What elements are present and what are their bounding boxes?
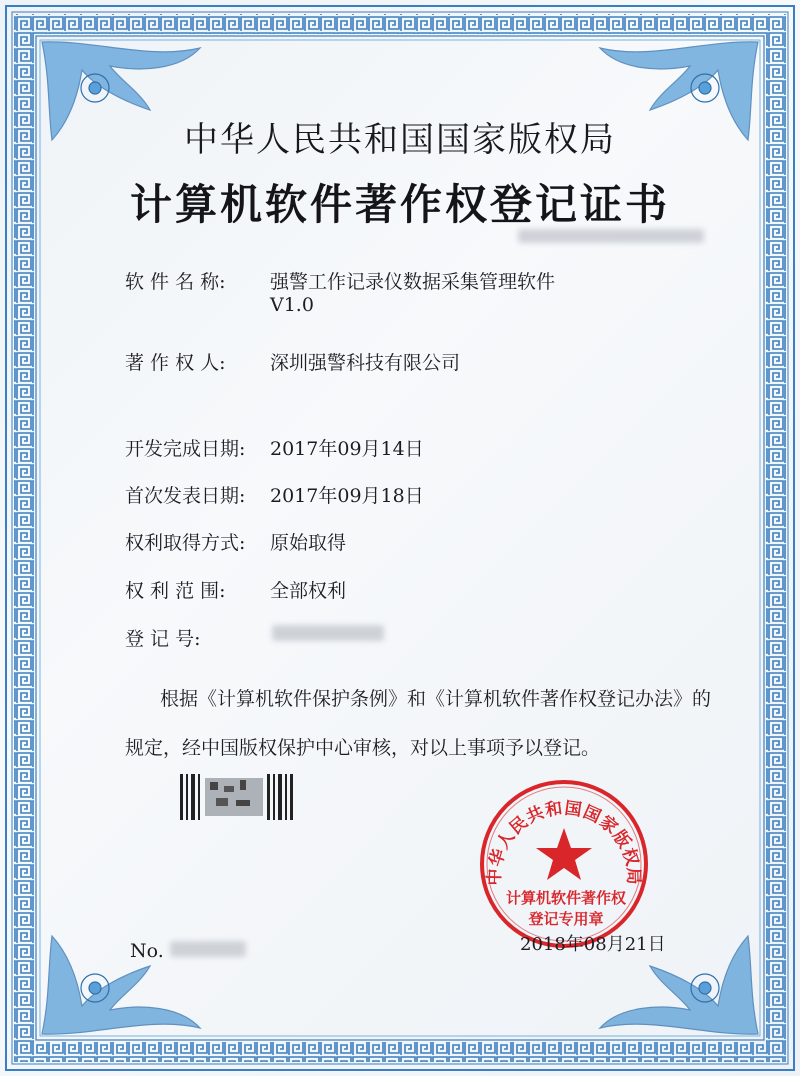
publication-date-value: 2017年09月18日: [270, 485, 424, 507]
barcode: [180, 774, 298, 820]
acquisition-method-value: 原始取得: [270, 532, 347, 554]
field-registration-number: [125, 624, 270, 651]
field-label: 权利取得方式:: [125, 532, 246, 554]
statement-line-1: 根据《计算机软件保护条例》和《计算机软件著作权登记办法》的: [160, 688, 712, 710]
issue-date: 2018年08月21日: [520, 934, 666, 955]
redacted-serial-number: [170, 941, 246, 957]
seal-text-line-1: 计算机软件著作权: [505, 889, 626, 907]
field-label: 开发完成日期:: [125, 438, 246, 460]
field-label: 软 件 名 称:: [125, 271, 226, 293]
field-label: 首次发表日期:: [125, 485, 246, 507]
field-label: 著 作 权 人:: [125, 352, 226, 374]
star-icon: [536, 828, 592, 880]
redacted-registration-number: [272, 625, 384, 641]
field-acquisition-method: [125, 528, 346, 555]
rights-scope-value: 全部权利: [270, 580, 347, 602]
issuer-title: 中华人民共和国国家版权局: [184, 120, 616, 160]
copyright-owner-value: 深圳强警科技有限公司: [270, 352, 461, 374]
field-label: 登 记 号:: [125, 628, 201, 650]
field-label: 权 利 范 围:: [125, 580, 226, 602]
field-software-name: [125, 267, 555, 316]
field-rights-scope: [125, 576, 346, 603]
certificate-title: 计算机软件著作权登记证书: [129, 180, 670, 229]
field-copyright-owner: [125, 348, 460, 375]
completion-date-value: 2017年09月14日: [270, 438, 424, 460]
serial-number-label: No.: [130, 940, 164, 962]
field-publication-date: [125, 481, 424, 508]
software-name-value: 强警工作记录仪数据采集管理软件: [270, 271, 556, 293]
seal-arc-text: 中华人民共和国国家版权局: [484, 798, 644, 886]
software-version-value: V1.0: [270, 294, 314, 316]
field-completion-date: [125, 434, 424, 461]
redacted-certificate-number: [518, 229, 704, 243]
seal-text-line-2: 登记专用章: [528, 910, 604, 928]
statement-line-2: 规定，经中国版权保护中心审核，对以上事项予以登记。: [125, 737, 601, 759]
